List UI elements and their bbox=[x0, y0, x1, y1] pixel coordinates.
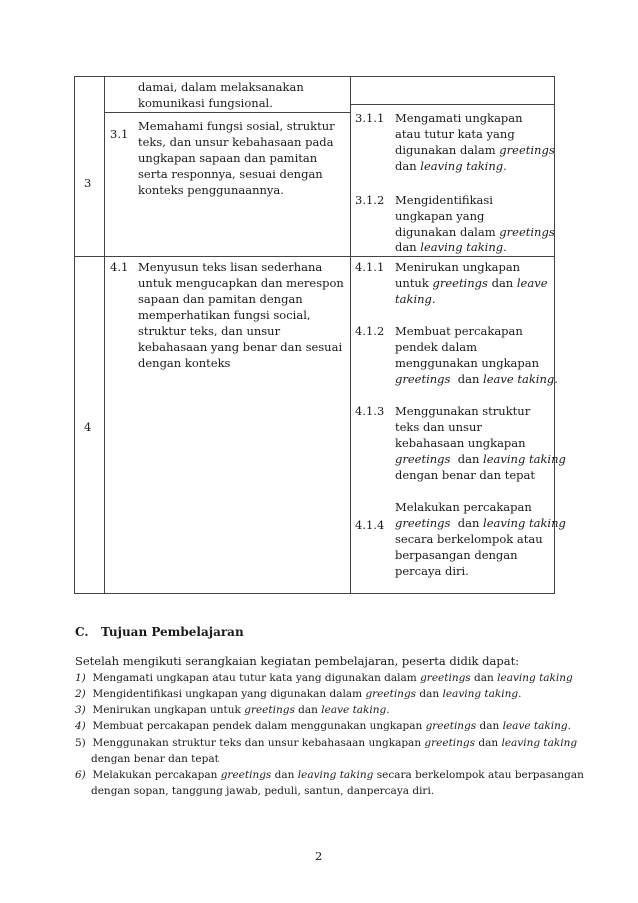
list-text: Menggunakan struktur teks dan unsur kebahasaan ungkapan bbox=[92, 737, 425, 749]
list-item bbox=[75, 718, 571, 734]
list-term: greetings bbox=[424, 737, 476, 749]
list-text: dan bbox=[470, 672, 498, 684]
divider bbox=[350, 104, 555, 105]
indicator-text: digunakan dalam bbox=[395, 143, 500, 157]
list-text: Mengidentifikasi ungkapan yang digunakan dalam bbox=[92, 688, 366, 700]
list-text: Membuat percakapan pendek dalam menggunakan ungkapan bbox=[92, 720, 426, 732]
kd-text-line: Menyusun teks lisan sederhana bbox=[138, 260, 323, 274]
row-number: 3 bbox=[84, 176, 92, 190]
list-number: 6) bbox=[75, 769, 86, 781]
kd-text-line: dengan konteks bbox=[138, 356, 231, 370]
kd-continuation-line: komunikasi fungsional. bbox=[138, 96, 273, 110]
indicator-text: digunakan dalam bbox=[395, 225, 500, 239]
kd-number: 4.1 bbox=[110, 260, 129, 274]
list-text: dan bbox=[294, 704, 322, 716]
indicator-cell bbox=[351, 77, 555, 257]
list-term: greetings bbox=[420, 672, 471, 684]
indicator-text: dan bbox=[487, 276, 517, 290]
list-term: leave taking. bbox=[321, 704, 390, 716]
list-text: Mengamati ungkapan atau tutur kata yang digunakan dalam bbox=[92, 672, 421, 684]
list-text: dan bbox=[416, 688, 443, 700]
indicator-line: Menirukan ungkapan bbox=[395, 260, 521, 274]
indicator-number: 4.1.3 bbox=[355, 404, 385, 418]
indicator-line: berpasangan dengan bbox=[395, 548, 518, 562]
indicator-text: untuk bbox=[395, 276, 433, 290]
indicator-number: 4.1.4 bbox=[355, 518, 385, 532]
kd-text-line: teks, dan unsur kebahasaan pada bbox=[138, 135, 334, 149]
kd-number: 3.1 bbox=[110, 127, 129, 141]
section-intro: Setelah mengikuti serangkaian kegiatan pembelajaran, peserta didik dapat: bbox=[75, 654, 520, 668]
kd-text-line: Memahami fungsi sosial, struktur bbox=[138, 119, 335, 133]
list-term: leaving taking bbox=[497, 672, 573, 684]
divider bbox=[104, 112, 351, 113]
indicator-line: secara berkelompok atau bbox=[395, 532, 543, 546]
kd-cell bbox=[105, 77, 351, 257]
indicator-line bbox=[395, 239, 507, 255]
indicator-line: menggunakan ungkapan bbox=[395, 356, 540, 370]
indicator-line bbox=[395, 515, 566, 531]
list-item-continuation: dengan benar dan tepat bbox=[91, 753, 219, 765]
indicator-line bbox=[395, 224, 555, 240]
kd-continuation-line: damai, dalam melaksanakan bbox=[138, 80, 304, 94]
kd-text-line: struktur teks, dan unsur bbox=[138, 324, 281, 338]
list-term: leave taking. bbox=[502, 720, 571, 732]
list-item bbox=[75, 670, 573, 686]
indicator-term: greetings bbox=[499, 225, 555, 239]
list-text: secara berkelompok atau berpasangan bbox=[373, 769, 584, 781]
indicator-line: ungkapan yang bbox=[395, 209, 485, 223]
number-cell bbox=[75, 77, 105, 257]
list-number: 1) bbox=[75, 672, 86, 684]
indicator-term: leaving taking bbox=[483, 516, 566, 530]
list-text: dan bbox=[475, 737, 502, 749]
list-number: 3) bbox=[75, 704, 86, 716]
indicator-term: leave bbox=[516, 276, 548, 290]
indicator-line bbox=[395, 371, 558, 387]
indicator-term: leave taking. bbox=[483, 372, 558, 386]
list-number: 4) bbox=[75, 720, 86, 732]
kd-text-line: serta responnya, sesuai dengan bbox=[138, 167, 323, 181]
indicator-line: kebahasaan ungkapan bbox=[395, 436, 526, 450]
indicator-term: greetings bbox=[395, 516, 451, 530]
indicator-line: teks dan unsur bbox=[395, 420, 482, 434]
number-cell bbox=[75, 257, 105, 594]
kd-text-line: untuk mengucapkan dan merespon bbox=[138, 276, 344, 290]
section-heading: C. Tujuan Pembelajaran bbox=[75, 625, 244, 639]
indicator-text: dan bbox=[450, 452, 484, 466]
indicator-line bbox=[395, 158, 507, 174]
list-text: dan bbox=[271, 769, 298, 781]
list-term: greetings bbox=[220, 769, 272, 781]
indicator-line: Membuat percakapan bbox=[395, 324, 523, 338]
list-item-continuation: dengan sopan, tanggung jawab, peduli, santun, danpercaya diri. bbox=[91, 785, 435, 797]
kd-text-line: konteks penggunaannya. bbox=[138, 183, 284, 197]
page-number: 2 bbox=[315, 849, 323, 863]
list-item bbox=[75, 735, 577, 751]
list-text: dan bbox=[476, 720, 503, 732]
indicator-term: leaving taking. bbox=[420, 240, 507, 254]
kd-text-line: sapaan dan pamitan dengan bbox=[138, 292, 303, 306]
indicator-line: Melakukan percakapan bbox=[395, 500, 532, 514]
indicator-term: greetings bbox=[395, 452, 451, 466]
list-text: Melakukan percakapan bbox=[92, 769, 221, 781]
indicator-text: dan bbox=[450, 516, 484, 530]
indicator-line bbox=[395, 275, 548, 291]
indicator-text: dan bbox=[450, 372, 484, 386]
row-number: 4 bbox=[84, 420, 92, 434]
indicator-line: atau tutur kata yang bbox=[395, 127, 515, 141]
indicator-text: dan bbox=[395, 159, 421, 173]
indicator-term: greetings bbox=[432, 276, 488, 290]
indicator-line bbox=[395, 451, 566, 467]
list-text: Menirukan ungkapan untuk bbox=[92, 704, 245, 716]
indicator-line: pendek dalam bbox=[395, 340, 478, 354]
indicator-term: taking. bbox=[395, 292, 436, 306]
list-item bbox=[75, 686, 521, 702]
indicator-line bbox=[395, 142, 555, 158]
indicator-number: 3.1.2 bbox=[355, 193, 385, 207]
kd-text-line: memperhatikan fungsi social, bbox=[138, 308, 311, 322]
list-term: greetings bbox=[425, 720, 477, 732]
table-row bbox=[75, 257, 555, 594]
indicator-text: dan bbox=[395, 240, 421, 254]
indicator-number: 4.1.2 bbox=[355, 324, 385, 338]
list-item bbox=[75, 767, 584, 783]
competency-table bbox=[74, 76, 566, 594]
indicator-line: dengan benar dan tepat bbox=[395, 468, 535, 482]
indicator-number: 4.1.1 bbox=[355, 260, 385, 274]
list-term: greetings bbox=[365, 688, 417, 700]
kd-cell bbox=[105, 257, 351, 594]
indicator-term: leaving taking. bbox=[420, 159, 507, 173]
list-number: 5) bbox=[75, 737, 86, 749]
kd-text-line: kebahasaan yang benar dan sesuai bbox=[138, 340, 343, 354]
indicator-line: percaya diri. bbox=[395, 564, 469, 578]
indicator-term: greetings bbox=[395, 372, 451, 386]
list-number: 2) bbox=[75, 688, 86, 700]
indicator-term: leaving taking bbox=[483, 452, 566, 466]
kd-text-line: ungkapan sapaan dan pamitan bbox=[138, 151, 318, 165]
list-term: greetings bbox=[244, 704, 295, 716]
indicator-line: Mengamati ungkapan bbox=[395, 111, 523, 125]
indicator-cell bbox=[351, 257, 566, 594]
indicator-term: greetings bbox=[499, 143, 555, 157]
list-item bbox=[75, 702, 390, 718]
list-term: leaving taking. bbox=[442, 688, 522, 700]
indicator-number: 3.1.1 bbox=[355, 111, 385, 125]
table-row bbox=[75, 77, 555, 257]
list-term: leaving taking bbox=[297, 769, 374, 781]
list-term: leaving taking bbox=[501, 737, 578, 749]
indicator-line: Menggunakan struktur bbox=[395, 404, 531, 418]
indicator-line: Mengidentifikasi bbox=[395, 193, 493, 207]
